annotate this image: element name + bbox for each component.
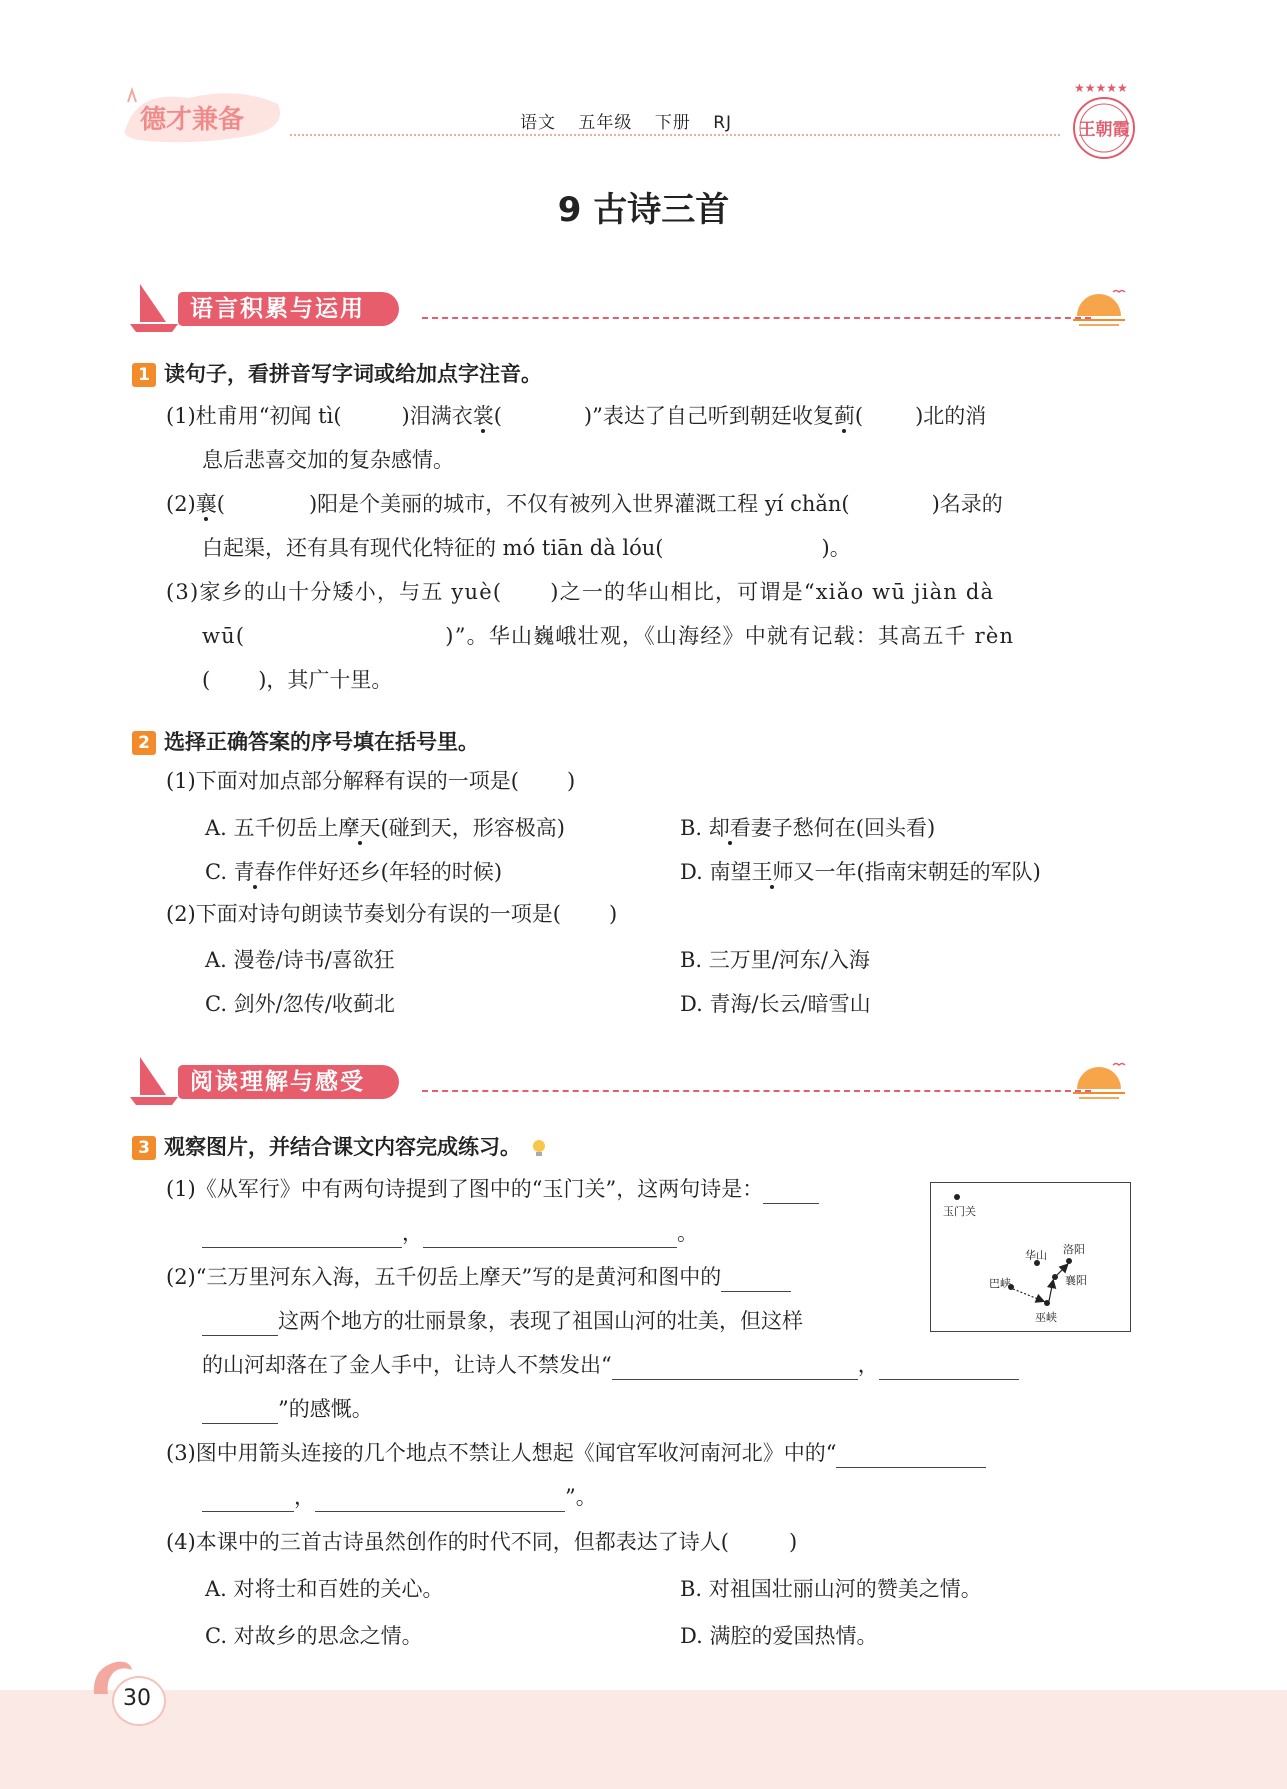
answer-blank[interactable] [879,1357,1019,1380]
answer-blank[interactable] [850,497,932,519]
label-luoyang: 洛阳 [1063,1243,1085,1256]
text: )，其广十里。 [258,668,393,692]
q2-option-b2[interactable]: B. 三万里/河东/入海 [680,948,870,972]
page-number: 30 [123,1686,151,1711]
question-number: 2 [132,731,156,755]
q1-line-5 [166,577,994,607]
q2-option-d1[interactable] [680,856,1041,886]
text: (2) [166,492,196,516]
q1-line-7 [202,665,392,695]
q3-option-b[interactable]: B. 对祖国壮丽山河的赞美之情。 [680,1577,982,1601]
text: )名录的 [931,492,1003,516]
brand-text: 德才兼备 [140,105,245,135]
q3-line-5 [202,1350,1019,1380]
answer-blank[interactable] [519,774,567,796]
edition: RJ [713,113,733,133]
text: )。 [821,536,851,560]
brand-logo [118,84,288,146]
answer-blank[interactable] [729,1535,789,1557]
text: ( [202,668,211,692]
dotted-text: 摩天 [338,816,381,840]
text: 作伴好还乡(年轻的时候) [275,860,503,884]
text: (3)家乡的山十分矮小，与五 yuè( [166,580,503,604]
text: ) [566,769,576,793]
dotted-text: 青春 [233,860,276,884]
answer-blank[interactable] [502,585,550,607]
text: 白起渠，还有具有现代化特征的 mó tiān dà lóu( [202,536,664,560]
dotted-text: 却看 [708,816,751,840]
map-figure [930,1182,1131,1332]
answer-blank[interactable] [502,409,584,431]
q2-option-b1[interactable] [680,812,935,842]
text: (1)杜甫用“初闻 tì( [166,404,342,428]
header-info [520,108,748,133]
q1-line-3 [166,489,1003,519]
text: A. 五千仞岳上 [205,816,339,840]
answer-blank[interactable] [202,1225,402,1248]
text: ”的感慨。 [278,1397,373,1421]
question-2-heading [132,726,479,756]
lightbulb-icon [528,1137,550,1159]
q2-option-d2[interactable]: D. 青海/长云/暗雪山 [680,992,871,1016]
text: C. [205,860,234,884]
answer-blank[interactable] [245,629,445,651]
q1-line-4 [202,533,851,563]
text: 的山河却落在了金人手中，让诗人不禁发出“ [202,1353,612,1377]
q2-sub-1 [166,766,575,796]
question-1-heading [132,358,542,388]
q2-option-c1[interactable] [205,856,502,886]
text: 又一年(指南宋朝廷的军队) [793,860,1041,884]
answer-blank[interactable] [612,1357,858,1380]
seal-text: 王朝霞 [1078,120,1130,140]
label-huashan: 华山 [1025,1249,1047,1262]
subject: 语文 [520,113,556,133]
q1-line-1 [166,401,986,431]
route-arrow [1013,1289,1043,1301]
dotted-char: 蓟 [833,404,855,428]
answer-blank[interactable] [315,1489,565,1512]
answer-blank[interactable] [342,409,402,431]
header-divider [290,134,1060,136]
text: ， [402,1221,423,1245]
dotted-char: 裳 [472,404,494,428]
answer-blank[interactable] [202,1401,278,1424]
label-wuxia: 巫峡 [1035,1311,1057,1324]
label-baxia: 巴峡 [989,1277,1011,1290]
q2-option-a2[interactable]: A. 漫卷/诗书/喜欲狂 [205,948,395,972]
question-number: 1 [132,363,156,387]
text: ( [216,492,225,516]
text: ) [608,902,618,926]
question-3-heading [132,1131,550,1161]
answer-blank[interactable] [763,1181,819,1204]
answer-blank[interactable] [836,1445,986,1468]
seal-logo [1068,80,1140,162]
sailboat-icon [126,1049,186,1109]
footer-band [0,1690,1287,1789]
text: 。 [677,1221,698,1245]
q3-option-c[interactable]: C. 对故乡的思念之情。 [205,1624,423,1648]
answer-blank[interactable] [210,673,258,695]
text: ”。 [565,1485,597,1509]
yumen-point [954,1194,960,1200]
section-rule [422,317,1091,319]
text: (1)《从军行》中有两句诗提到了图中的“玉门关”，这两句诗是： [166,1177,764,1201]
text: 妻子愁何在(回头看) [750,816,936,840]
text: ， [857,1353,879,1377]
q3-option-d[interactable]: D. 满腔的爱国热情。 [680,1624,878,1648]
answer-blank[interactable] [664,541,822,563]
answer-blank[interactable] [202,1489,294,1512]
answer-blank[interactable] [423,1225,677,1248]
q2-option-c2[interactable]: C. 剑外/忽传/收蓟北 [205,992,395,1016]
q3-line-1 [166,1174,819,1204]
text: (3)图中用箭头连接的几个地点不禁让人想起《闻官军收河南河北》中的“ [166,1441,837,1465]
q3-line-7 [166,1438,986,1468]
stars-icon: ★★★★★ [1074,81,1128,95]
question-text: 选择正确答案的序号填在括号里。 [164,730,479,754]
q2-sub-2 [166,899,617,929]
answer-blank[interactable] [202,1313,278,1336]
answer-blank[interactable] [561,907,609,929]
text: B. [680,816,709,840]
dotted-text: 王师 [751,860,794,884]
dotted-char: 襄 [195,492,217,516]
q3-line-4 [202,1306,803,1336]
label-yumen: 玉门关 [943,1205,976,1218]
volume: 下册 [654,113,691,133]
q3-line-2 [202,1218,698,1248]
page-title: 9 古诗三首 [557,190,730,230]
text: (2)“三万里河东入海，五千仞岳上摩天”写的是黄河和图中的 [166,1265,722,1289]
answer-blank[interactable] [721,1269,791,1292]
text: (1)下面对加点部分解释有误的一项是( [166,769,519,793]
text: )之一的华山相比，可谓是“xiǎo wū jiàn dà [550,580,995,604]
sunset-icon [1069,1059,1129,1101]
text: 这两个地方的壮丽景象，表现了祖国山河的壮美，但这样 [278,1309,803,1333]
question-text: 观察图片，并结合课文内容完成练习。 [164,1135,521,1159]
text: )北的消 [915,404,987,428]
q3-option-a[interactable]: A. 对将士和百姓的关心。 [205,1577,444,1601]
question-number: 3 [132,1136,156,1160]
q3-line-8 [202,1482,597,1512]
text: ) [788,1530,798,1554]
route-arrow [1049,1281,1053,1301]
text: (2)下面对诗句朗读节奏划分有误的一项是( [166,902,561,926]
text: )泪满衣 [401,404,473,428]
q1-line-2: 息后悲喜交加的复杂感情。 [202,448,454,472]
answer-blank[interactable] [225,497,309,519]
label-xiangyang: 襄阳 [1065,1274,1087,1287]
section-title: 阅读理解与感受 [178,1065,399,1099]
section-banner-1 [126,276,1129,336]
text: ( [854,404,864,428]
text: wū( [202,624,246,648]
sailboat-icon [126,276,186,336]
section-rule [422,1090,1091,1092]
text: (4)本课中的三首古诗虽然创作的时代不同，但都表达了诗人( [166,1530,729,1554]
text: (碰到天，形容极高) [380,816,565,840]
text: )”表达了自己听到朝廷收复 [583,404,834,428]
text: D. 南望 [680,860,752,884]
section-title: 语言积累与运用 [178,292,399,326]
luoyang-point [1066,1258,1072,1264]
question-text: 读句子，看拼音写字词或给加点字注音。 [164,362,542,386]
section-banner-2 [126,1049,1129,1109]
grade: 五年级 [578,113,633,133]
q2-option-a1[interactable] [205,812,565,842]
text: ， [294,1485,315,1509]
text: ( [493,404,502,428]
sunset-icon [1069,286,1129,328]
q3-line-6 [202,1394,373,1424]
q1-line-6 [202,621,1014,651]
answer-blank[interactable] [863,409,915,431]
q3-line-3 [166,1262,791,1292]
text: )阳是个美丽的城市，不仅有被列入世界灌溉工程 yí chǎn( [308,492,850,516]
text: )”。华山巍峨壮观，《山海经》中就有记载：其高五千 rèn [445,624,1015,648]
q3-line-9 [166,1527,797,1557]
